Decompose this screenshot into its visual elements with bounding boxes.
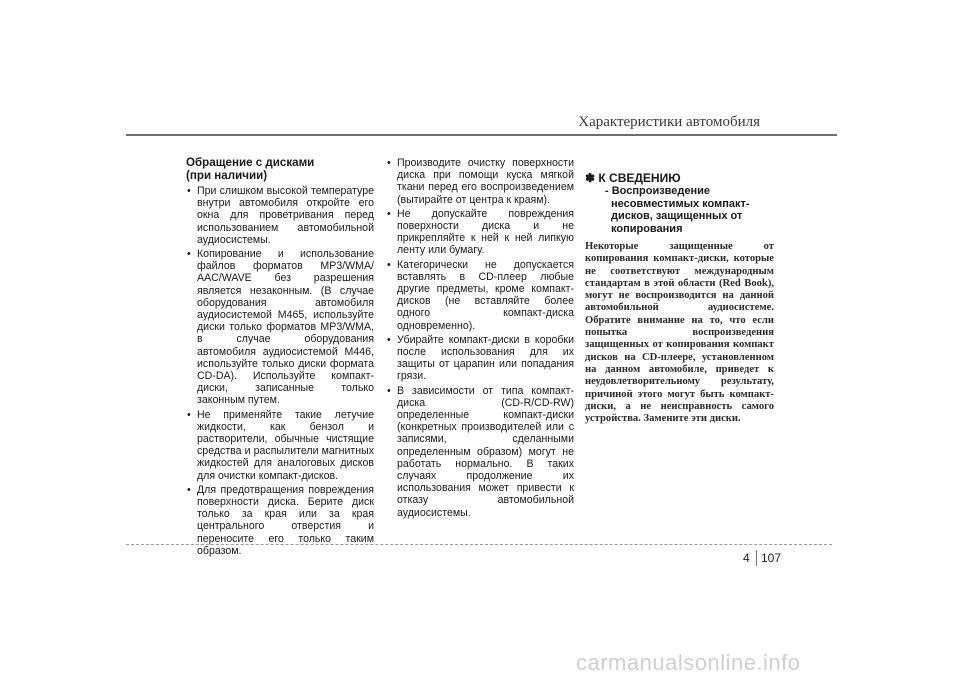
column-right [585, 157, 774, 425]
list-item: • Копирование и использование файлов форматов MP3/WMA/ AAC/WAVE без разрешения является незаконным. (В случае оборудования автомобиля аудиосистемой M465, используйте диски только форматов MP3/WMA, в случае оборудования автомобиля аудиосистемой M446, используйте только диски формата CD-DA). Используйте компакт-диски, записанные только законным путем. [186, 248, 374, 407]
footer-divider [126, 544, 832, 545]
list-item: • При слишком высокой температуре внутри автомобиля откройте его окна для проветривания перед использованием автомобильной аудиосистемы. [186, 185, 374, 246]
column-middle [386, 157, 574, 521]
list-item: • Производите очистку поверхности диска при помощи куска мягкой ткани перед его воспроизведением (вытирайте от центра к краям). [386, 157, 574, 206]
page-number: 107 [761, 551, 782, 565]
notice-heading: ✽ К СВЕДЕНИЮ [585, 171, 681, 185]
list-item: • В зависимости от типа компакт-диска (CD-R/CD-RW) определенные компакт-диски (конкретных производителей или с записями, сделанными определенным образом) могут не работать нормально. В таких случаях продолжение их использования может привести к отказу автомобильной аудиосистемы. [386, 385, 574, 519]
list-item: • Категорически не допускается вставлять в CD-плеер любые другие предметы, кроме компакт-дисков (не вставляйте более одного компакт-диска одновременно). [386, 259, 574, 332]
notice-body: Некоторые защищенные от копирования компакт-диски, которые не соответствуют международным стандартам в этой области (Red Book), могут не воспроизводится на данной автомобильной аудиосистеме. Обратите внимание на то, что если попытка воспроизведения защищенных от копирования компакт дисков на CD-плеере, установленном на данном автомобиле, приведет к неудовлетворительному результату, причиной этого могут быть компакт-диски, а не неисправность самого устройства. Замените эти диски. [585, 241, 774, 425]
list-item: • Для предотвращения повреждения поверхности диска. Берите диск только за края или за края центрального отверстия и переносите его только таким образом. [186, 484, 374, 557]
chapter-number: 4 [743, 551, 750, 565]
bullet-list [186, 185, 374, 557]
header-divider [126, 134, 837, 136]
section-title [186, 157, 374, 182]
column-left [186, 157, 374, 559]
list-item: • Не применяйте такие летучие жидкости, как бензол и растворители, обычные чистящие средства и распылители магнитных жидкостей для аналоговых дисков для очистки компакт-дисков. [186, 409, 374, 482]
section-title-line1: Обращение с дисками [186, 156, 315, 169]
bullet-list [386, 157, 574, 519]
notice-subheading: - Воспроизведение несовместимых компакт-дисков, защищенных от копирования [605, 185, 750, 235]
page-header-title: Характеристики автомобиля [578, 114, 760, 130]
watermark: carmanualsonline.info [576, 650, 801, 675]
list-item: • Убирайте компакт-диски в коробки после использования для их защиты от царапин или попадания грязи. [386, 334, 574, 383]
list-item: • Не допускайте повреждения поверхности диска и не прикрепляйте к ней к ней липкую ленту или бумагу. [386, 208, 574, 257]
page-number-separator [756, 550, 757, 566]
section-title-line2: (при наличии) [186, 168, 268, 182]
